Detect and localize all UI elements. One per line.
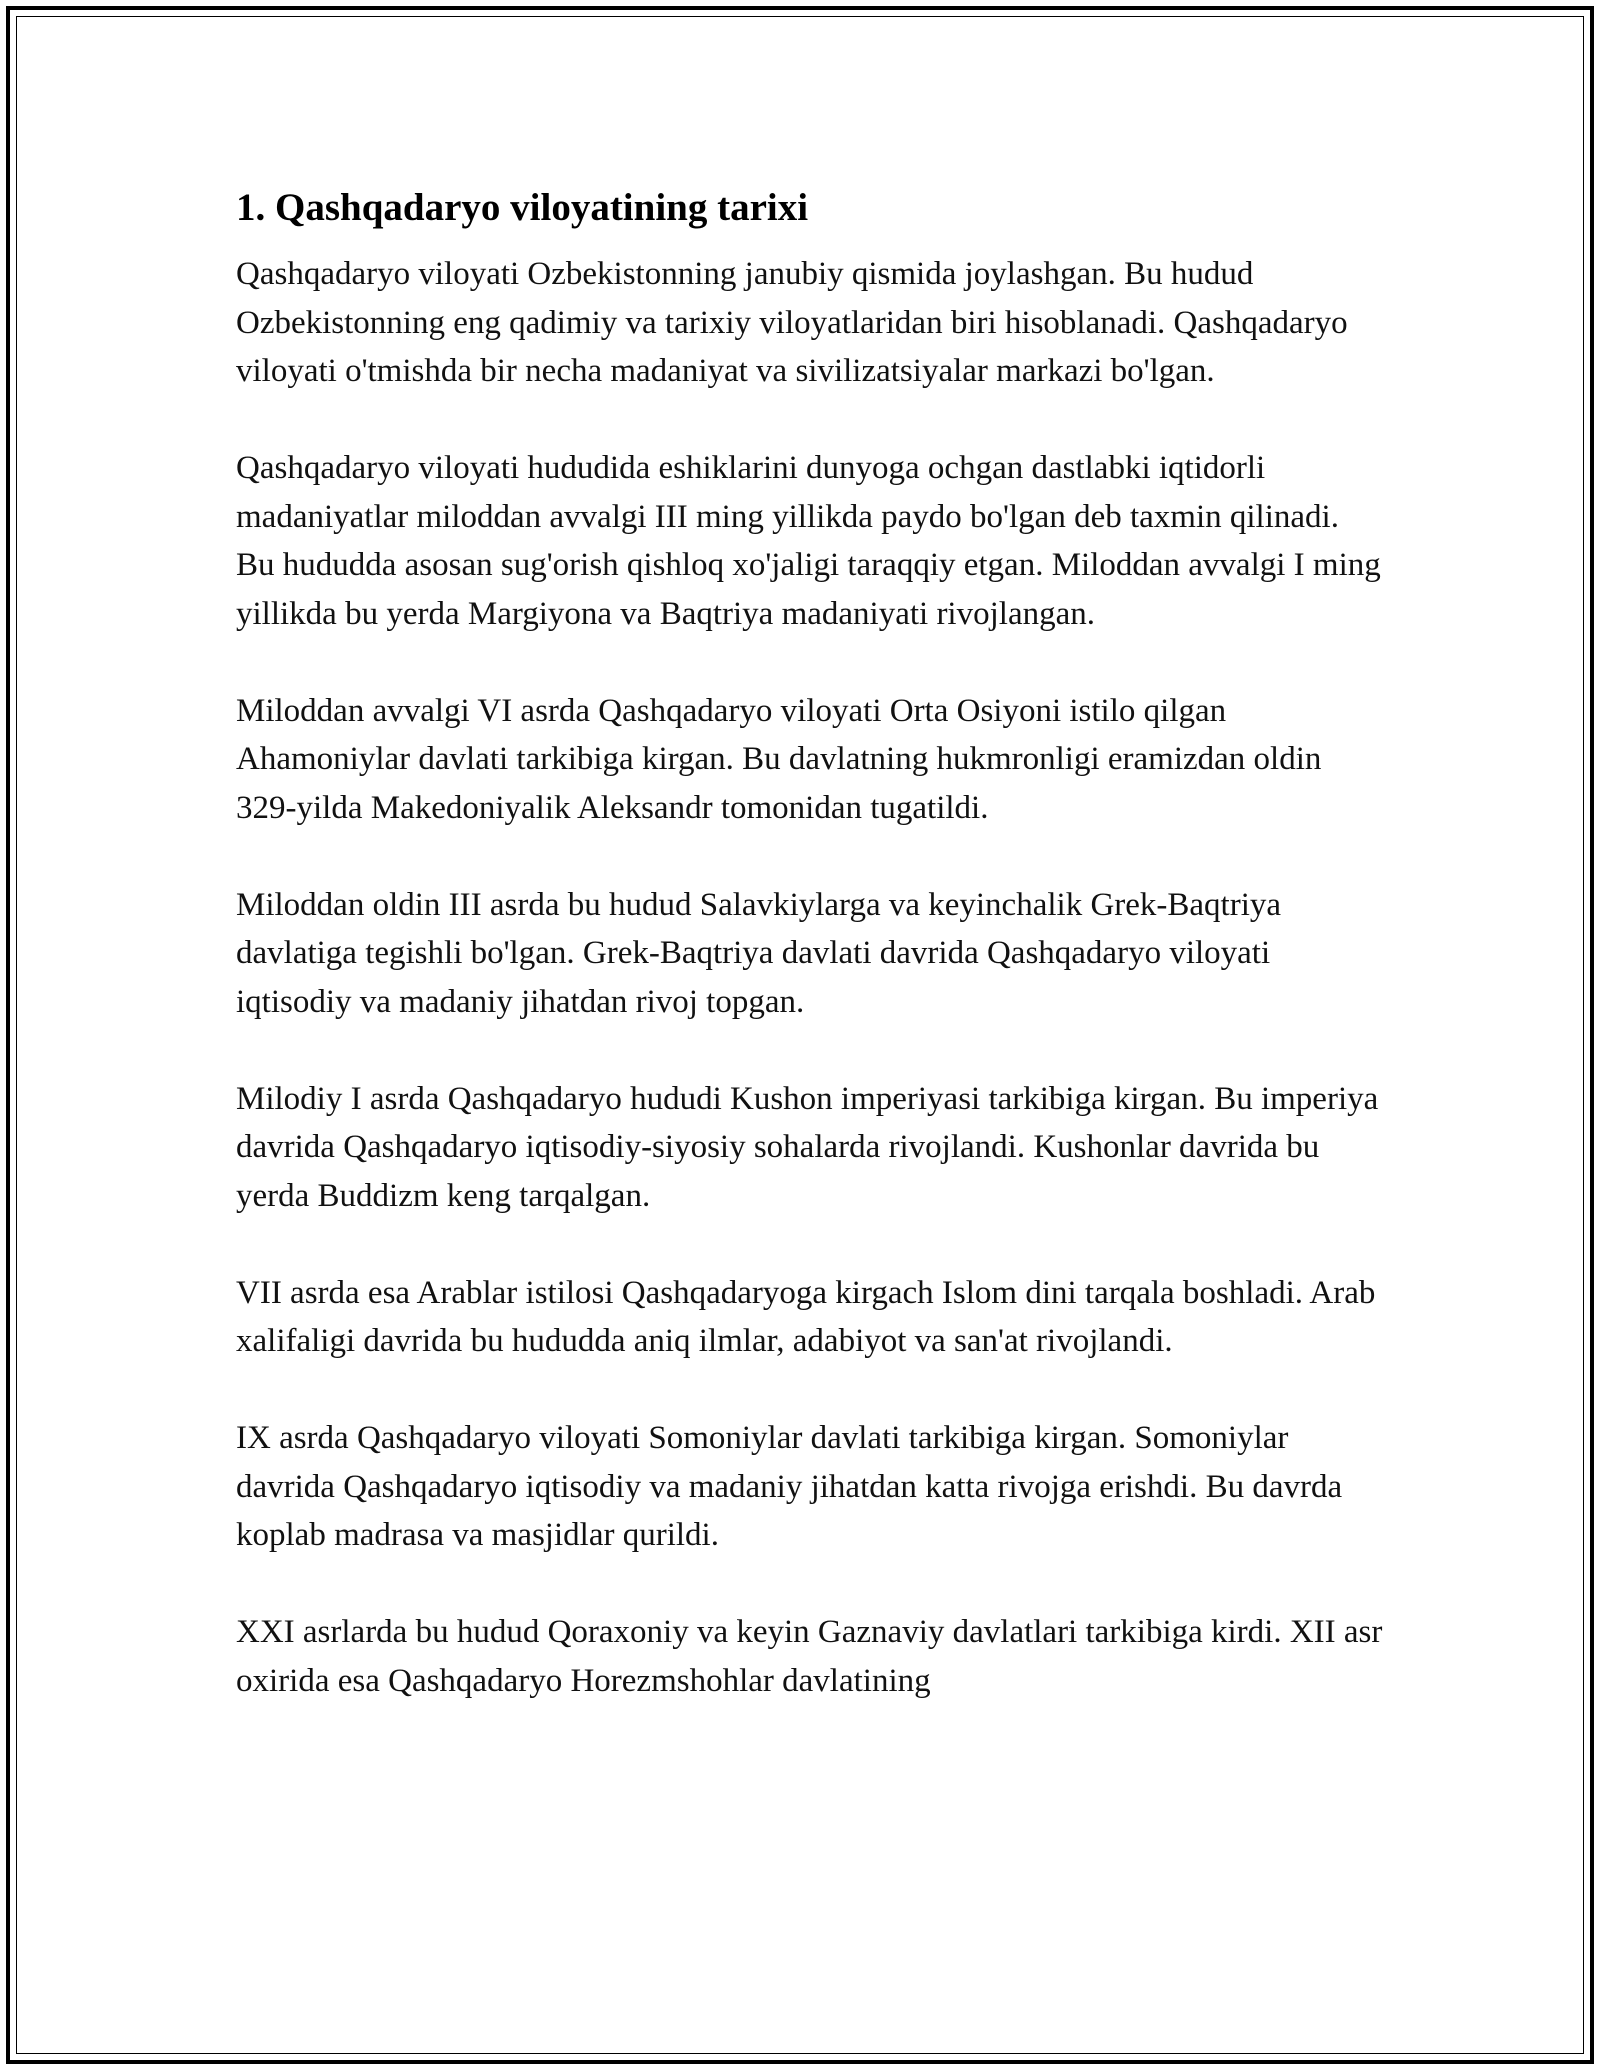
document-body [236, 184, 1384, 1705]
section-heading: 1. Qashqadaryo viloyatining tarixi [236, 186, 809, 229]
paragraph-early-cultures: Qashqadaryo viloyati hududida eshiklarini dunyoga ochgan dastlabki iqtidorli madaniyatlar miloddan avvalgi III ming yillikda paydo bo'lgan deb taxmin qilinadi. Bu hududda asosan sug'orish qishloq xo'jaligi taraqqiy etgan. Miloddan avvalgi I ming yillikda bu yerda Margiyona va Baqtriya madaniyati rivojlangan. [236, 450, 1381, 632]
paragraph-karakhanids: XXI asrlarda bu hudud Qoraxoniy va keyin Gaznaviy davlatlari tarkibiga kirdi. XII asr oxirida esa Qashqadaryo Horezmshohlar davlatining [236, 1614, 1383, 1699]
paragraph-intro: Qashqadaryo viloyati Ozbekistonning janubiy qismida joylashgan. Bu hudud Ozbekistonning eng qadimiy va tarixiy viloyatlaridan biri hisoblanadi. Qashqadaryo viloyati o'tmishda bir necha madaniyat va sivilizatsiyalar markazi bo'lgan. [236, 256, 1348, 389]
paragraph-greco-bactria: Miloddan oldin III asrda bu hudud Salavkiylarga va keyinchalik Grek-Baqtriya davlatiga tegishli bo'lgan. Grek-Baqtriya davlati davrida Qashqadaryo viloyati iqtisodiy va madaniy jihatdan rivoj topgan. [236, 886, 1282, 1020]
paragraph-arab-conquest: VII asrda esa Arablar istilosi Qashqadaryoga kirgach Islom dini tarqala boshladi. Arab xalifaligi davrida bu hududda aniq ilmlar, adabiyot va san'at rivojlandi. [236, 1274, 1376, 1359]
paragraph-samanids: IX asrda Qashqadaryo viloyati Somoniylar davlati tarkibiga kirgan. Somoniylar davrida Qashqadaryo iqtisodiy va madaniy jihatdan katta rivojga erishdi. Bu davrda koplab madrasa va masjidlar qurildi. [236, 1420, 1343, 1553]
paragraph-achaemenids: Miloddan avvalgi VI asrda Qashqadaryo viloyati Orta Osiyoni istilo qilgan Ahamoniylar davlati tarkibiga kirgan. Bu davlatning hukmronligi eramizdan oldin 329-yilda Makedoniyalik Aleksandr tomonidan tugatildi. [236, 692, 1322, 826]
paragraph-kushan: Milodiy I asrda Qashqadaryo hududi Kushon imperiyasi tarkibiga kirgan. Bu imperiya davrida Qashqadaryo iqtisodiy-siyosiy sohalarda rivojlandi. Kushonlar davrida bu yerda Buddizm keng tarqalgan. [236, 1080, 1379, 1214]
